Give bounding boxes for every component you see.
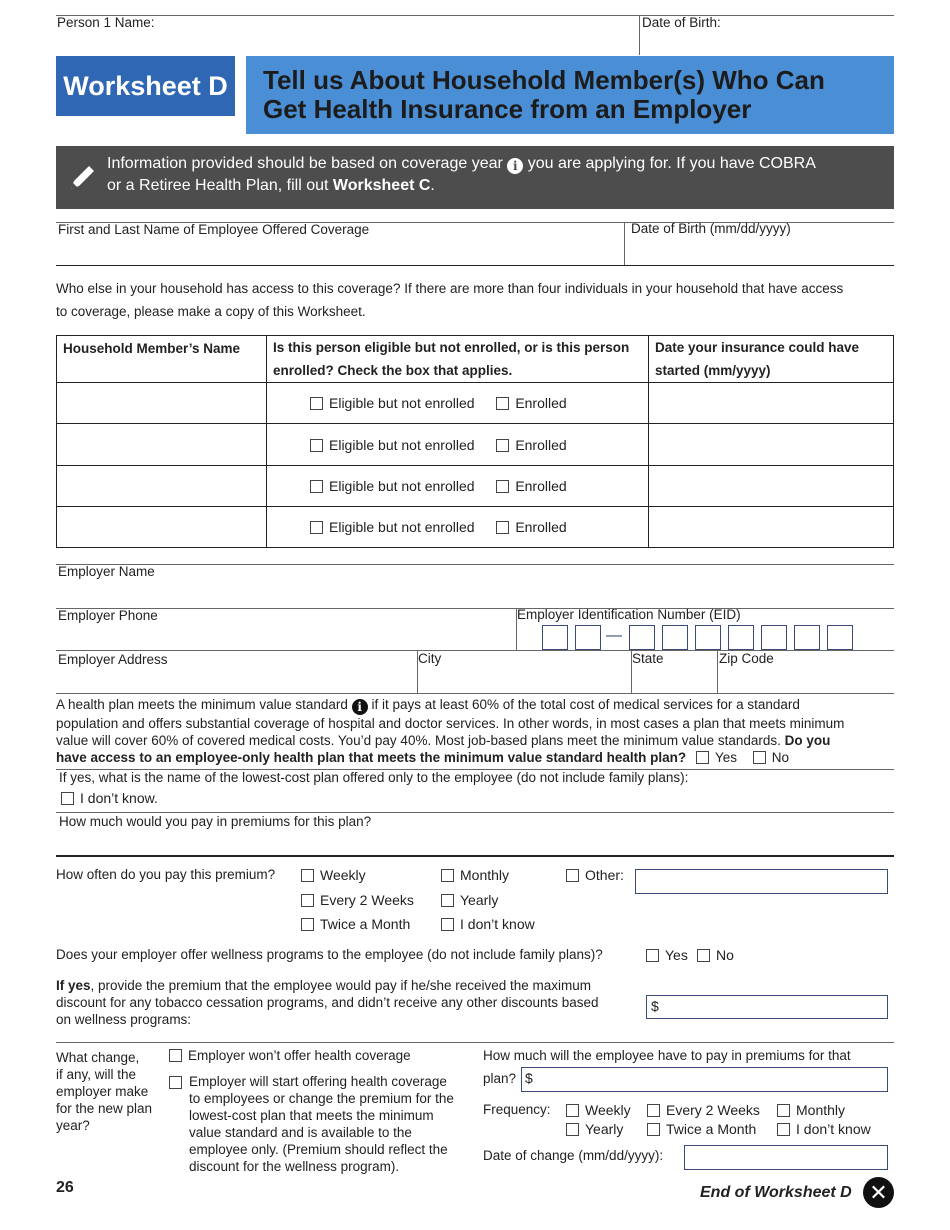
change-date-label: Date of change (mm/dd/yyyy): [483,1148,664,1163]
eid-dash: — [606,627,622,644]
change-no-coverage-label: Employer won’t offer health coverage [188,1048,411,1063]
freq-other-label: Other: [585,867,624,883]
wellness-no-option[interactable] [697,947,734,963]
col-header-status-line-2: enrolled? Check the box that applies. [273,363,513,379]
info-icon[interactable]: i [507,158,523,174]
employer-address-label: Employer Address [58,652,168,667]
change-yearly-option[interactable] [566,1121,623,1137]
wellness-if-yes-line-2: discount for any tobacco cessation programs, and didn’t receive any other discounts based [56,995,599,1010]
title-line-1: Tell us About Household Member(s) Who Can [263,65,825,95]
change-start-offering-text [189,1073,479,1175]
min-value-line-2: population and offers substantial coverage of hospital and doctor services. In other words, in most cases a plan that meets minimum [56,716,845,731]
how-often-label: How often do you pay this premium? [56,867,276,882]
pencil-icon [68,162,98,192]
change-frequency-label: Frequency: [483,1102,551,1117]
start-date-cell[interactable] [649,465,894,506]
freq-other-checkbox[interactable] [566,869,579,882]
member-name-cell[interactable] [57,465,267,506]
change-pay-question: How much will the employee have to pay in premiums for that [483,1048,851,1063]
zip-label: Zip Code [719,651,774,666]
status-cell [267,424,649,465]
zip-field[interactable] [720,670,890,690]
min-value-no-label: No [771,750,789,765]
enrolled-option[interactable] [496,478,566,494]
change-question-line-4: for the new plan [56,1101,153,1116]
enrolled-checkbox[interactable] [496,439,509,452]
min-value-yes-option[interactable] [696,750,737,765]
employee-name-label: First and Last Name of Employee Offered Coverage [58,222,370,237]
employer-phone-rule [56,608,894,609]
top-rule [56,15,894,16]
min-value-no-option[interactable] [753,750,789,765]
freq-other-option[interactable] [566,867,624,883]
eid-label: Employer Identification Number (EID) [517,607,741,622]
freq-monthly-option[interactable] [441,867,509,883]
start-date-cell[interactable] [649,383,894,424]
wellness-if-yes-text [56,977,646,1028]
freq-yearly-option[interactable] [441,892,498,908]
premium-field[interactable] [58,832,888,852]
premium-question: How much would you pay in premiums for this plan? [59,814,372,829]
freq-other-input[interactable] [635,869,888,894]
freq-weekly-option[interactable] [301,867,366,883]
member-name-cell[interactable] [57,506,267,547]
state-field[interactable] [634,670,714,690]
start-date-cell[interactable] [649,424,894,465]
min-value-top-rule [56,693,894,694]
table-row [57,506,894,547]
start-date-cell[interactable] [649,506,894,547]
enrolled-option[interactable] [496,437,566,453]
wellness-if-yes-bold: If yes [56,978,91,993]
close-icon: ✕ [863,1177,894,1208]
enrolled-label: Enrolled [515,436,567,453]
eid-digit-7[interactable] [761,625,787,650]
change-weekly-option[interactable] [566,1102,631,1118]
change-question-line-2: if any, will the [56,1067,137,1082]
wellness-if-yes-line-3: on wellness programs: [56,1012,192,1027]
min-value-line-1 [56,696,896,715]
change-weekly-label: Weekly [585,1102,631,1118]
col-header-status [267,336,649,383]
household-intro-line-1: Who else in your household has access to this coverage? If there are more than four individuals in your household that have access [56,281,844,296]
employer-phone-field[interactable] [58,626,508,648]
freq-every2-label: Every 2 Weeks [320,892,414,908]
col-header-date [649,336,894,383]
col-header-name: Household Member’s Name [57,336,267,383]
change-opt2-line-5: employee only. (Premium should reflect the [189,1142,448,1157]
lowest-plan-dont-know-checkbox[interactable] [61,792,74,805]
table-row [57,383,894,424]
info-text-5: . [430,177,435,194]
freq-yearly-label: Yearly [460,892,499,908]
change-yearly-label: Yearly [585,1121,624,1137]
change-twice-label: Twice a Month [666,1121,757,1137]
change-opt2-line-2: to employees or change the premium for the [189,1091,454,1106]
min-value-line-1b: if it pays at least 60% of the total cost of medical services for a standard [371,697,800,712]
table-row [57,465,894,506]
lowest-plan-dont-know-option[interactable] [61,790,158,806]
person-name-label: Person 1 Name: [57,15,155,30]
eligible-option[interactable] [310,519,475,535]
freq-monthly-checkbox[interactable] [441,869,454,882]
wellness-no-checkbox[interactable] [697,949,710,962]
member-name-cell[interactable] [57,383,267,424]
min-value-line-3b: Do you [784,733,831,748]
change-question [56,1049,166,1134]
change-pay-plan-label: plan? [483,1071,517,1086]
eid-digit-8[interactable] [794,625,820,650]
info-text-1: Information provided should be based on coverage year [107,155,503,172]
eligible-checkbox[interactable] [310,480,323,493]
eligible-checkbox[interactable] [310,439,323,452]
wellness-if-yes-line-1 [56,977,646,994]
member-name-cell[interactable] [57,424,267,465]
eid-digit-3[interactable] [629,625,655,650]
min-value-no-checkbox[interactable] [753,751,766,764]
freq-yearly-checkbox[interactable] [441,894,454,907]
change-rule [56,1042,894,1043]
top-divider [639,15,640,55]
info-banner [56,146,894,209]
change-start-offering-checkbox[interactable] [169,1076,182,1089]
change-no-coverage-option[interactable] [169,1048,411,1063]
enrolled-option[interactable] [496,519,566,535]
employee-bottom-rule [56,265,894,266]
change-no-coverage-checkbox[interactable] [169,1049,182,1062]
freq-dont-know-option[interactable] [441,916,535,932]
employee-dob-label: Date of Birth (mm/dd/yyyy) [631,221,791,236]
freq-every2-checkbox[interactable] [301,894,314,907]
freq-weekly-checkbox[interactable] [301,869,314,882]
change-dollar-sign: $ [525,1070,533,1086]
freq-twice-checkbox[interactable] [301,918,314,931]
enrolled-checkbox[interactable] [496,480,509,493]
eligible-label: Eligible but not enrolled [329,477,475,494]
table-header-row [57,336,894,383]
page-title [246,56,894,134]
premium-bottom-rule [56,855,894,857]
eligible-option[interactable] [310,478,475,494]
status-cell [267,383,649,424]
eligible-option[interactable] [310,437,475,453]
eligible-label: Eligible but not enrolled [329,436,475,453]
enrolled-label: Enrolled [515,477,567,494]
freq-every2-option[interactable] [301,892,414,908]
employer-name-label: Employer Name [58,564,155,579]
wellness-yes-option[interactable] [646,947,688,963]
col-header-date-line-2: started (mm/yyyy) [655,363,771,379]
freq-dont-know-label: I don’t know [460,916,535,932]
lowest-plan-question: If yes, what is the name of the lowest-cost plan offered only to the employee (do not include family plans): [59,770,689,785]
eid-digit-9[interactable] [827,625,853,650]
min-value-yes-label: Yes [714,750,737,765]
freq-twice-label: Twice a Month [320,916,411,932]
change-every2-checkbox[interactable] [647,1104,660,1117]
change-twice-option[interactable] [647,1121,756,1137]
change-yearly-checkbox[interactable] [566,1123,579,1136]
change-dont-know-label: I don’t know [796,1121,871,1137]
end-of-worksheet: End of Worksheet D [700,1184,852,1201]
change-monthly-label: Monthly [796,1102,846,1118]
change-question-line-5: year? [56,1118,90,1133]
eid-digit-1[interactable] [542,625,568,650]
change-twice-checkbox[interactable] [647,1123,660,1136]
change-date-input[interactable] [684,1145,888,1170]
change-dont-know-checkbox[interactable] [777,1123,790,1136]
household-intro [56,277,896,323]
wellness-premium-input[interactable] [646,995,888,1019]
change-question-line-1: What change, [56,1050,140,1065]
min-value-line-3 [56,732,896,749]
employer-name-field[interactable] [58,582,888,606]
eligible-label: Eligible but not enrolled [329,395,475,412]
household-table [56,335,894,548]
eid-digit-4[interactable] [662,625,688,650]
enrolled-label: Enrolled [515,518,567,535]
eligible-label: Eligible but not enrolled [329,518,475,535]
change-weekly-checkbox[interactable] [566,1104,579,1117]
min-value-paragraph [56,696,896,766]
premium-rule [56,812,894,813]
eligible-checkbox[interactable] [310,397,323,410]
lowest-plan-dont-know-label: I don’t know. [80,790,158,806]
eid-digit-2[interactable] [575,625,601,650]
wellness-dollar-sign: $ [651,998,659,1014]
freq-weekly-label: Weekly [320,867,366,883]
dob-label: Date of Birth: [642,15,721,30]
employee-dob-field[interactable] [630,238,890,262]
change-premium-input[interactable] [521,1067,888,1092]
employer-name-rule [56,564,894,565]
change-opt2-line-1: Employer will start offering health coverage [189,1074,447,1089]
change-monthly-checkbox[interactable] [777,1104,790,1117]
change-opt2-line-4: value standard and is available to the [189,1125,412,1140]
household-intro-line-2: to coverage, please make a copy of this Worksheet. [56,304,366,319]
change-dont-know-option[interactable] [777,1121,871,1137]
table-row [57,424,894,465]
enrolled-checkbox[interactable] [496,521,509,534]
col-header-status-line-1: Is this person eligible but not enrolled, or is this person [273,340,630,356]
info-text-2: you are applying for. If you have COBRA [527,155,816,172]
employee-divider [624,222,625,265]
freq-monthly-label: Monthly [460,867,510,883]
enrolled-checkbox[interactable] [496,397,509,410]
col-header-date-line-1: Date your insurance could have [655,340,860,356]
eligible-checkbox[interactable] [310,521,323,534]
wellness-no-label: No [716,947,734,963]
min-value-line-1a: A health plan meets the minimum value standard [56,697,348,712]
wellness-if-yes-line-1-text: , provide the premium that the employee would pay if he/she received the maximum [90,978,592,993]
status-cell [267,465,649,506]
wellness-yes-checkbox[interactable] [646,949,659,962]
min-value-question: have access to an employee-only health plan that meets the minimum value standard health plan? [56,750,687,765]
eid-digit-5[interactable] [695,625,721,650]
state-label: State [632,651,664,666]
change-opt2-line-3: lowest-cost plan that meets the minimum [189,1108,434,1123]
employer-address-field[interactable] [58,670,412,690]
change-every2-option[interactable] [647,1102,760,1118]
employee-name-field[interactable] [58,238,618,262]
worksheet-c-ref: Worksheet C [332,177,431,194]
change-every2-label: Every 2 Weeks [666,1102,760,1118]
freq-twice-option[interactable] [301,916,410,932]
wellness-yes-label: Yes [665,947,688,963]
info-icon[interactable]: i [352,699,368,715]
employer-phone-label: Employer Phone [58,608,158,623]
change-monthly-option[interactable] [777,1102,845,1118]
min-value-yes-checkbox[interactable] [696,751,709,764]
title-line-2: Get Health Insurance from an Employer [263,94,752,124]
enrolled-label: Enrolled [515,395,567,412]
eid-digit-6[interactable] [728,625,754,650]
enrolled-option[interactable] [496,395,566,411]
wellness-question: Does your employer offer wellness programs to the employee (do not include family plans)? [56,947,603,962]
min-value-line-4 [56,749,896,766]
worksheet-badge: Worksheet D [56,56,235,116]
status-cell [267,506,649,547]
min-value-line-3a: value will cover 60% of covered medical costs. You’d pay 40%. Most job-based plans meet the minimum value standards. [56,733,781,748]
change-opt2-line-6: discount for the wellness program). [189,1159,400,1174]
page-number: 26 [56,1179,74,1196]
change-question-line-3: employer make [56,1084,149,1099]
freq-dont-know-checkbox[interactable] [441,918,454,931]
eligible-option[interactable] [310,395,475,411]
info-text-3: or a Retiree Health Plan, fill out [107,177,329,194]
city-label: City [418,651,442,666]
zip-divider [717,650,718,693]
city-field[interactable] [420,670,626,690]
